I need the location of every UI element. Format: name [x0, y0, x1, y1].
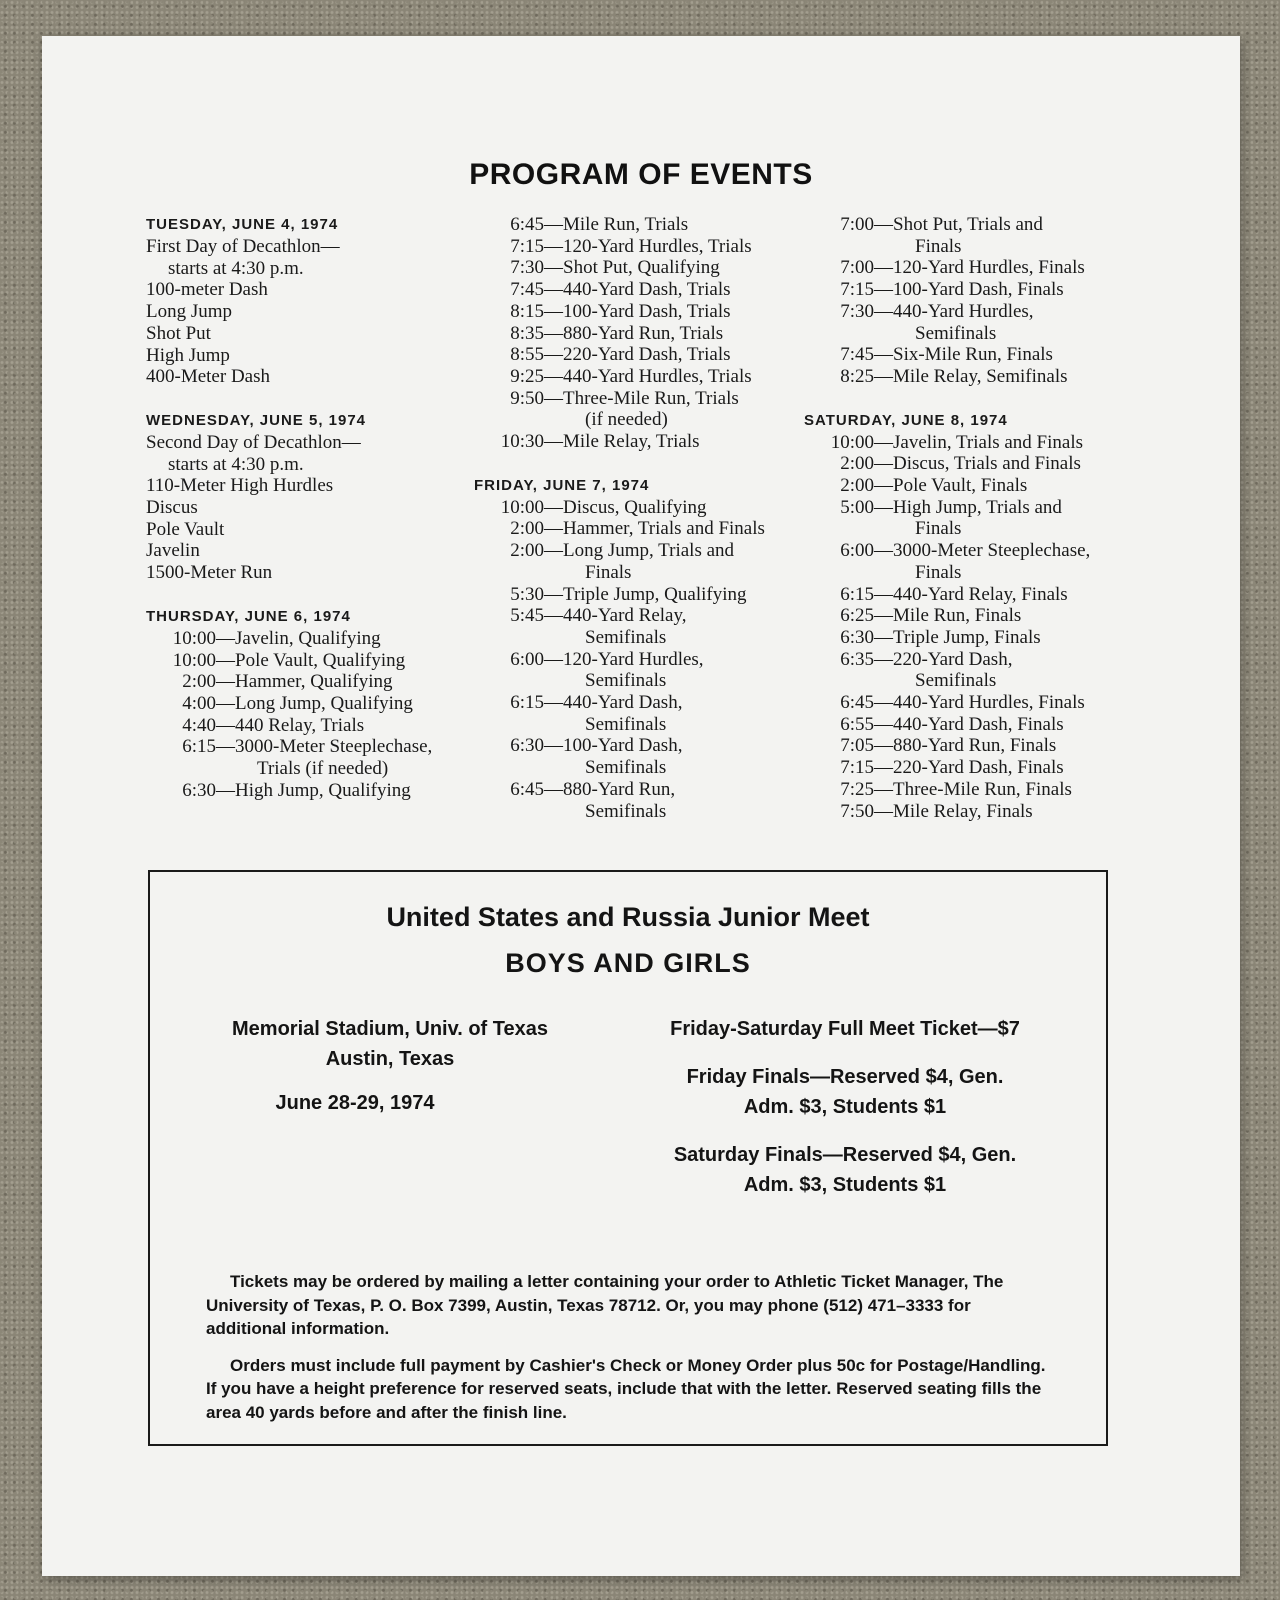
event-desc: —120-Yard Hurdles, [544, 648, 704, 670]
event-time: 6:30 [182, 779, 216, 801]
event-desc: —220-Yard Dash, Finals [874, 757, 1064, 779]
schedule-line: High Jump [146, 344, 230, 366]
event-time: 7:45 [510, 279, 544, 301]
event-desc: —Mile Run, Finals [874, 605, 1022, 627]
event-row [474, 323, 814, 345]
event-desc: —880-Yard Run, Trials [544, 322, 724, 344]
day-header-saturday: SATURDAY, JUNE 8, 1974 [804, 411, 1008, 429]
event-desc: —Shot Put, Qualifying [544, 257, 720, 279]
day-header-wednesday: WEDNESDAY, JUNE 5, 1974 [146, 411, 367, 429]
event-desc-cont: Semifinals [915, 670, 997, 692]
column-1 [146, 214, 476, 823]
saturday-block [804, 410, 1144, 823]
event-desc: —880-Yard Run, Finals [874, 735, 1057, 757]
event-row [804, 714, 1144, 736]
event-time: 4:00 [182, 692, 216, 714]
program-page [42, 36, 1240, 1576]
event-desc-cont: Finals [585, 561, 632, 583]
event-desc: —440-Yard Relay, [544, 605, 687, 627]
event-time: 6:15 [182, 736, 216, 758]
event-row [474, 540, 814, 562]
event-time: 2:00 [182, 671, 216, 693]
event-row [474, 584, 814, 606]
schedule-line: 1500-Meter Run [146, 562, 273, 584]
event-time: 6:45 [510, 778, 544, 800]
event-desc: —Triple Jump, Qualifying [544, 583, 747, 605]
event-desc-cont: (if needed) [585, 409, 668, 431]
event-time: 8:35 [510, 322, 544, 344]
event-row [804, 692, 1144, 714]
meet-title: United States and Russia Junior Meet [386, 902, 870, 932]
event-desc: —Pole Vault, Qualifying [216, 649, 406, 671]
event-row [474, 344, 814, 366]
friday-continued-block [804, 214, 1144, 388]
event-row [804, 301, 1144, 323]
event-desc: —440-Yard Hurdles, [874, 300, 1034, 322]
event-time: 6:35 [840, 648, 874, 670]
event-desc-cont: Semifinals [585, 626, 667, 648]
thursday-block [146, 606, 476, 802]
event-row [804, 540, 1144, 562]
event-row [804, 605, 1144, 627]
column-3 [804, 214, 1144, 844]
event-desc: —Shot Put, Trials and [874, 214, 1043, 235]
event-row [146, 671, 476, 693]
event-time: 8:25 [840, 365, 874, 387]
event-time: 5:30 [510, 583, 544, 605]
event-row [146, 628, 476, 650]
event-time: 2:00 [510, 540, 544, 562]
event-row [804, 432, 1144, 454]
event-row [474, 605, 814, 627]
event-desc: —Long Jump, Qualifying [216, 692, 413, 714]
schedule-line: Javelin [146, 540, 200, 562]
price-line: Friday Finals—Reserved $4, Gen. [686, 1066, 1004, 1088]
ordering-note: Tickets may be ordered by mailing a letter containing your order to Athletic Ticket Manager, The University of Texas, P. O. Box 7399, Austin, Texas 78712. Or, you may phone (512) 471–3333 for additional information. [206, 1272, 1004, 1338]
event-row [474, 301, 814, 323]
event-desc: —Three-Mile Run, Trials [544, 387, 739, 409]
event-desc: —Discus, Qualifying [544, 496, 707, 518]
event-row [804, 779, 1144, 801]
event-time: 6:30 [840, 626, 874, 648]
event-time: 2:00 [510, 518, 544, 540]
event-desc: —Pole Vault, Finals [874, 475, 1028, 497]
event-time: 7:05 [840, 735, 874, 757]
event-desc-cont: Finals [915, 561, 962, 583]
ticket-prices [620, 1014, 1070, 1218]
schedule-line: Pole Vault [146, 518, 225, 540]
event-time: 6:55 [840, 713, 874, 735]
event-desc: —Mile Relay, Trials [544, 431, 700, 453]
event-desc: —High Jump, Trials and [874, 496, 1062, 518]
event-row [146, 715, 476, 737]
schedule-line: starts at 4:30 p.m. [168, 453, 304, 475]
event-time: 6:30 [510, 735, 544, 757]
price-line: Saturday Finals—Reserved $4, Gen. [673, 1144, 1017, 1166]
venue [190, 1014, 590, 1074]
event-time: 6:15 [510, 692, 544, 714]
full-meet-ticket: Friday-Saturday Full Meet Ticket—$7 [670, 1018, 1020, 1040]
event-time: 7:30 [510, 257, 544, 279]
event-time: 7:50 [840, 800, 874, 822]
event-time: 9:50 [510, 387, 544, 409]
event-desc: —Discus, Trials and Finals [874, 453, 1081, 475]
event-time: 5:45 [510, 605, 544, 627]
event-row [146, 780, 476, 802]
event-desc: —220-Yard Dash, Trials [544, 344, 731, 366]
event-time: 7:00 [840, 214, 874, 235]
event-desc: —Hammer, Trials and Finals [544, 518, 765, 540]
venue-line: Memorial Stadium, Univ. of Texas [232, 1018, 548, 1040]
wednesday-block [146, 410, 476, 584]
event-time: 6:45 [510, 214, 544, 235]
schedule-line: Discus [146, 497, 198, 519]
saturday-finals-price [620, 1140, 1070, 1200]
event-desc-cont: Semifinals [585, 800, 667, 822]
event-desc: —440-Yard Dash, [544, 692, 683, 714]
schedule-line: 400-Meter Dash [146, 366, 270, 388]
event-time: 5:00 [840, 496, 874, 518]
event-row [804, 475, 1144, 497]
event-time: 6:00 [510, 648, 544, 670]
event-row [474, 257, 814, 279]
event-time: 9:25 [510, 365, 544, 387]
event-time: 7:15 [840, 757, 874, 779]
event-row [804, 279, 1144, 301]
event-time: 6:00 [840, 540, 874, 562]
event-row [804, 584, 1144, 606]
event-time: 8:15 [510, 300, 544, 322]
event-row [474, 279, 814, 301]
event-row [474, 236, 814, 258]
day-header-thursday: THURSDAY, JUNE 6, 1974 [146, 607, 351, 625]
schedule-line: 110-Meter High Hurdles [146, 475, 334, 497]
event-time: 10:30 [500, 431, 544, 453]
event-row [474, 692, 814, 714]
event-desc: —Three-Mile Run, Finals [874, 778, 1072, 800]
event-desc: —440-Yard Hurdles, Finals [874, 692, 1085, 714]
event-desc-cont: Finals [915, 518, 962, 540]
event-desc: —Long Jump, Trials and [544, 540, 735, 562]
ordering-notes [206, 1270, 1046, 1437]
event-desc: —High Jump, Qualifying [216, 779, 411, 801]
event-desc: —3000-Meter Steeplechase, [216, 736, 433, 758]
event-time: 10:00 [830, 431, 874, 453]
event-desc: —Javelin, Trials and Finals [874, 431, 1084, 453]
event-desc: —100-Yard Dash, Trials [544, 300, 731, 322]
event-desc: —440-Yard Relay, Finals [874, 583, 1068, 605]
event-row [804, 453, 1144, 475]
event-row [474, 366, 814, 388]
day-header-tuesday: TUESDAY, JUNE 4, 1974 [146, 216, 339, 233]
event-desc: —Mile Relay, Semifinals [874, 365, 1068, 387]
event-desc: —3000-Meter Steeplechase, [874, 540, 1091, 562]
meet-dates: June 28-29, 1974 [275, 1092, 435, 1114]
event-time: 10:00 [172, 649, 216, 671]
event-row [804, 649, 1144, 671]
event-row [804, 735, 1144, 757]
event-row [474, 431, 814, 453]
meet-announcement-box [148, 870, 1108, 1446]
event-row [146, 736, 476, 758]
event-time: 10:00 [500, 496, 544, 518]
event-desc: —Triple Jump, Finals [874, 626, 1041, 648]
event-desc-cont: Semifinals [585, 670, 667, 692]
event-time: 7:30 [840, 300, 874, 322]
event-row [474, 518, 814, 540]
schedule-line: starts at 4:30 p.m. [168, 257, 304, 279]
event-row [804, 257, 1144, 279]
event-time: 6:45 [840, 692, 874, 714]
event-time: 2:00 [840, 453, 874, 475]
schedule-line: Second Day of Decathlon— [146, 431, 361, 453]
event-row [474, 779, 814, 801]
event-desc: —120-Yard Hurdles, Finals [874, 257, 1085, 279]
event-time: 10:00 [172, 627, 216, 649]
price-line: Adm. $3, Students $1 [743, 1174, 947, 1196]
event-desc: —220-Yard Dash, [874, 648, 1013, 670]
event-row [804, 497, 1144, 519]
schedule-line: 100-meter Dash [146, 279, 268, 301]
event-time: 6:15 [840, 583, 874, 605]
thursday-continued-block [474, 214, 814, 453]
event-desc: —Mile Run, Trials [544, 214, 689, 235]
schedule-line: First Day of Decathlon— [146, 236, 340, 257]
event-row [804, 366, 1144, 388]
event-time: 7:00 [840, 257, 874, 279]
event-desc-cont: Trials (if needed) [257, 758, 389, 780]
venue-line: Austin, Texas [325, 1048, 455, 1070]
event-desc-cont: Semifinals [585, 713, 667, 735]
event-desc: —440-Yard Dash, Finals [874, 713, 1064, 735]
event-row [804, 627, 1144, 649]
event-desc: —Javelin, Qualifying [216, 627, 381, 649]
tuesday-block [146, 214, 476, 388]
event-desc: —440 Relay, Trials [216, 714, 365, 736]
event-desc-cont: Finals [915, 235, 962, 257]
event-time: 4:40 [182, 714, 216, 736]
event-row [474, 649, 814, 671]
event-desc-cont: Semifinals [585, 757, 667, 779]
event-desc: —880-Yard Run, [544, 778, 676, 800]
price-line: Adm. $3, Students $1 [743, 1096, 947, 1118]
schedule-line: Shot Put [146, 322, 211, 344]
day-header-friday: FRIDAY, JUNE 7, 1974 [474, 476, 650, 494]
event-row [474, 214, 814, 236]
event-row [804, 214, 1144, 236]
event-time: 7:15 [840, 279, 874, 301]
event-row [146, 693, 476, 715]
event-time: 7:45 [840, 344, 874, 366]
event-row [804, 757, 1144, 779]
schedule-line: Long Jump [146, 301, 233, 323]
page-title: PROGRAM OF EVENTS [469, 158, 813, 191]
event-row [804, 344, 1144, 366]
event-desc: —100-Yard Dash, [544, 735, 683, 757]
event-desc: —Six-Mile Run, Finals [874, 344, 1053, 366]
event-time: 7:25 [840, 778, 874, 800]
payment-note: Orders must include full payment by Cashier's Check or Money Order plus 50c for Postage/Handling. If you have a height preference for reserved seats, include that with the letter. Reserved seating fills the area 40 yards before and after the finish line. [206, 1355, 1046, 1422]
friday-block [474, 475, 814, 823]
event-time: 8:55 [510, 344, 544, 366]
event-time: 2:00 [840, 475, 874, 497]
meet-subtitle: BOYS AND GIRLS [505, 948, 751, 978]
event-time: 6:25 [840, 605, 874, 627]
event-desc: —Hammer, Qualifying [216, 671, 393, 693]
event-desc: —Mile Relay, Finals [874, 800, 1033, 822]
column-2 [474, 214, 814, 844]
event-desc: —120-Yard Hurdles, Trials [544, 235, 752, 257]
event-desc: —100-Yard Dash, Finals [874, 279, 1064, 301]
event-row [804, 801, 1144, 823]
event-desc: —440-Yard Hurdles, Trials [544, 365, 752, 387]
event-desc: —440-Yard Dash, Trials [544, 279, 731, 301]
event-row [146, 650, 476, 672]
event-desc-cont: Semifinals [915, 322, 997, 344]
friday-finals-price [620, 1062, 1070, 1122]
event-row [474, 497, 814, 519]
event-row [474, 735, 814, 757]
event-time: 7:15 [510, 235, 544, 257]
event-row [474, 388, 814, 410]
